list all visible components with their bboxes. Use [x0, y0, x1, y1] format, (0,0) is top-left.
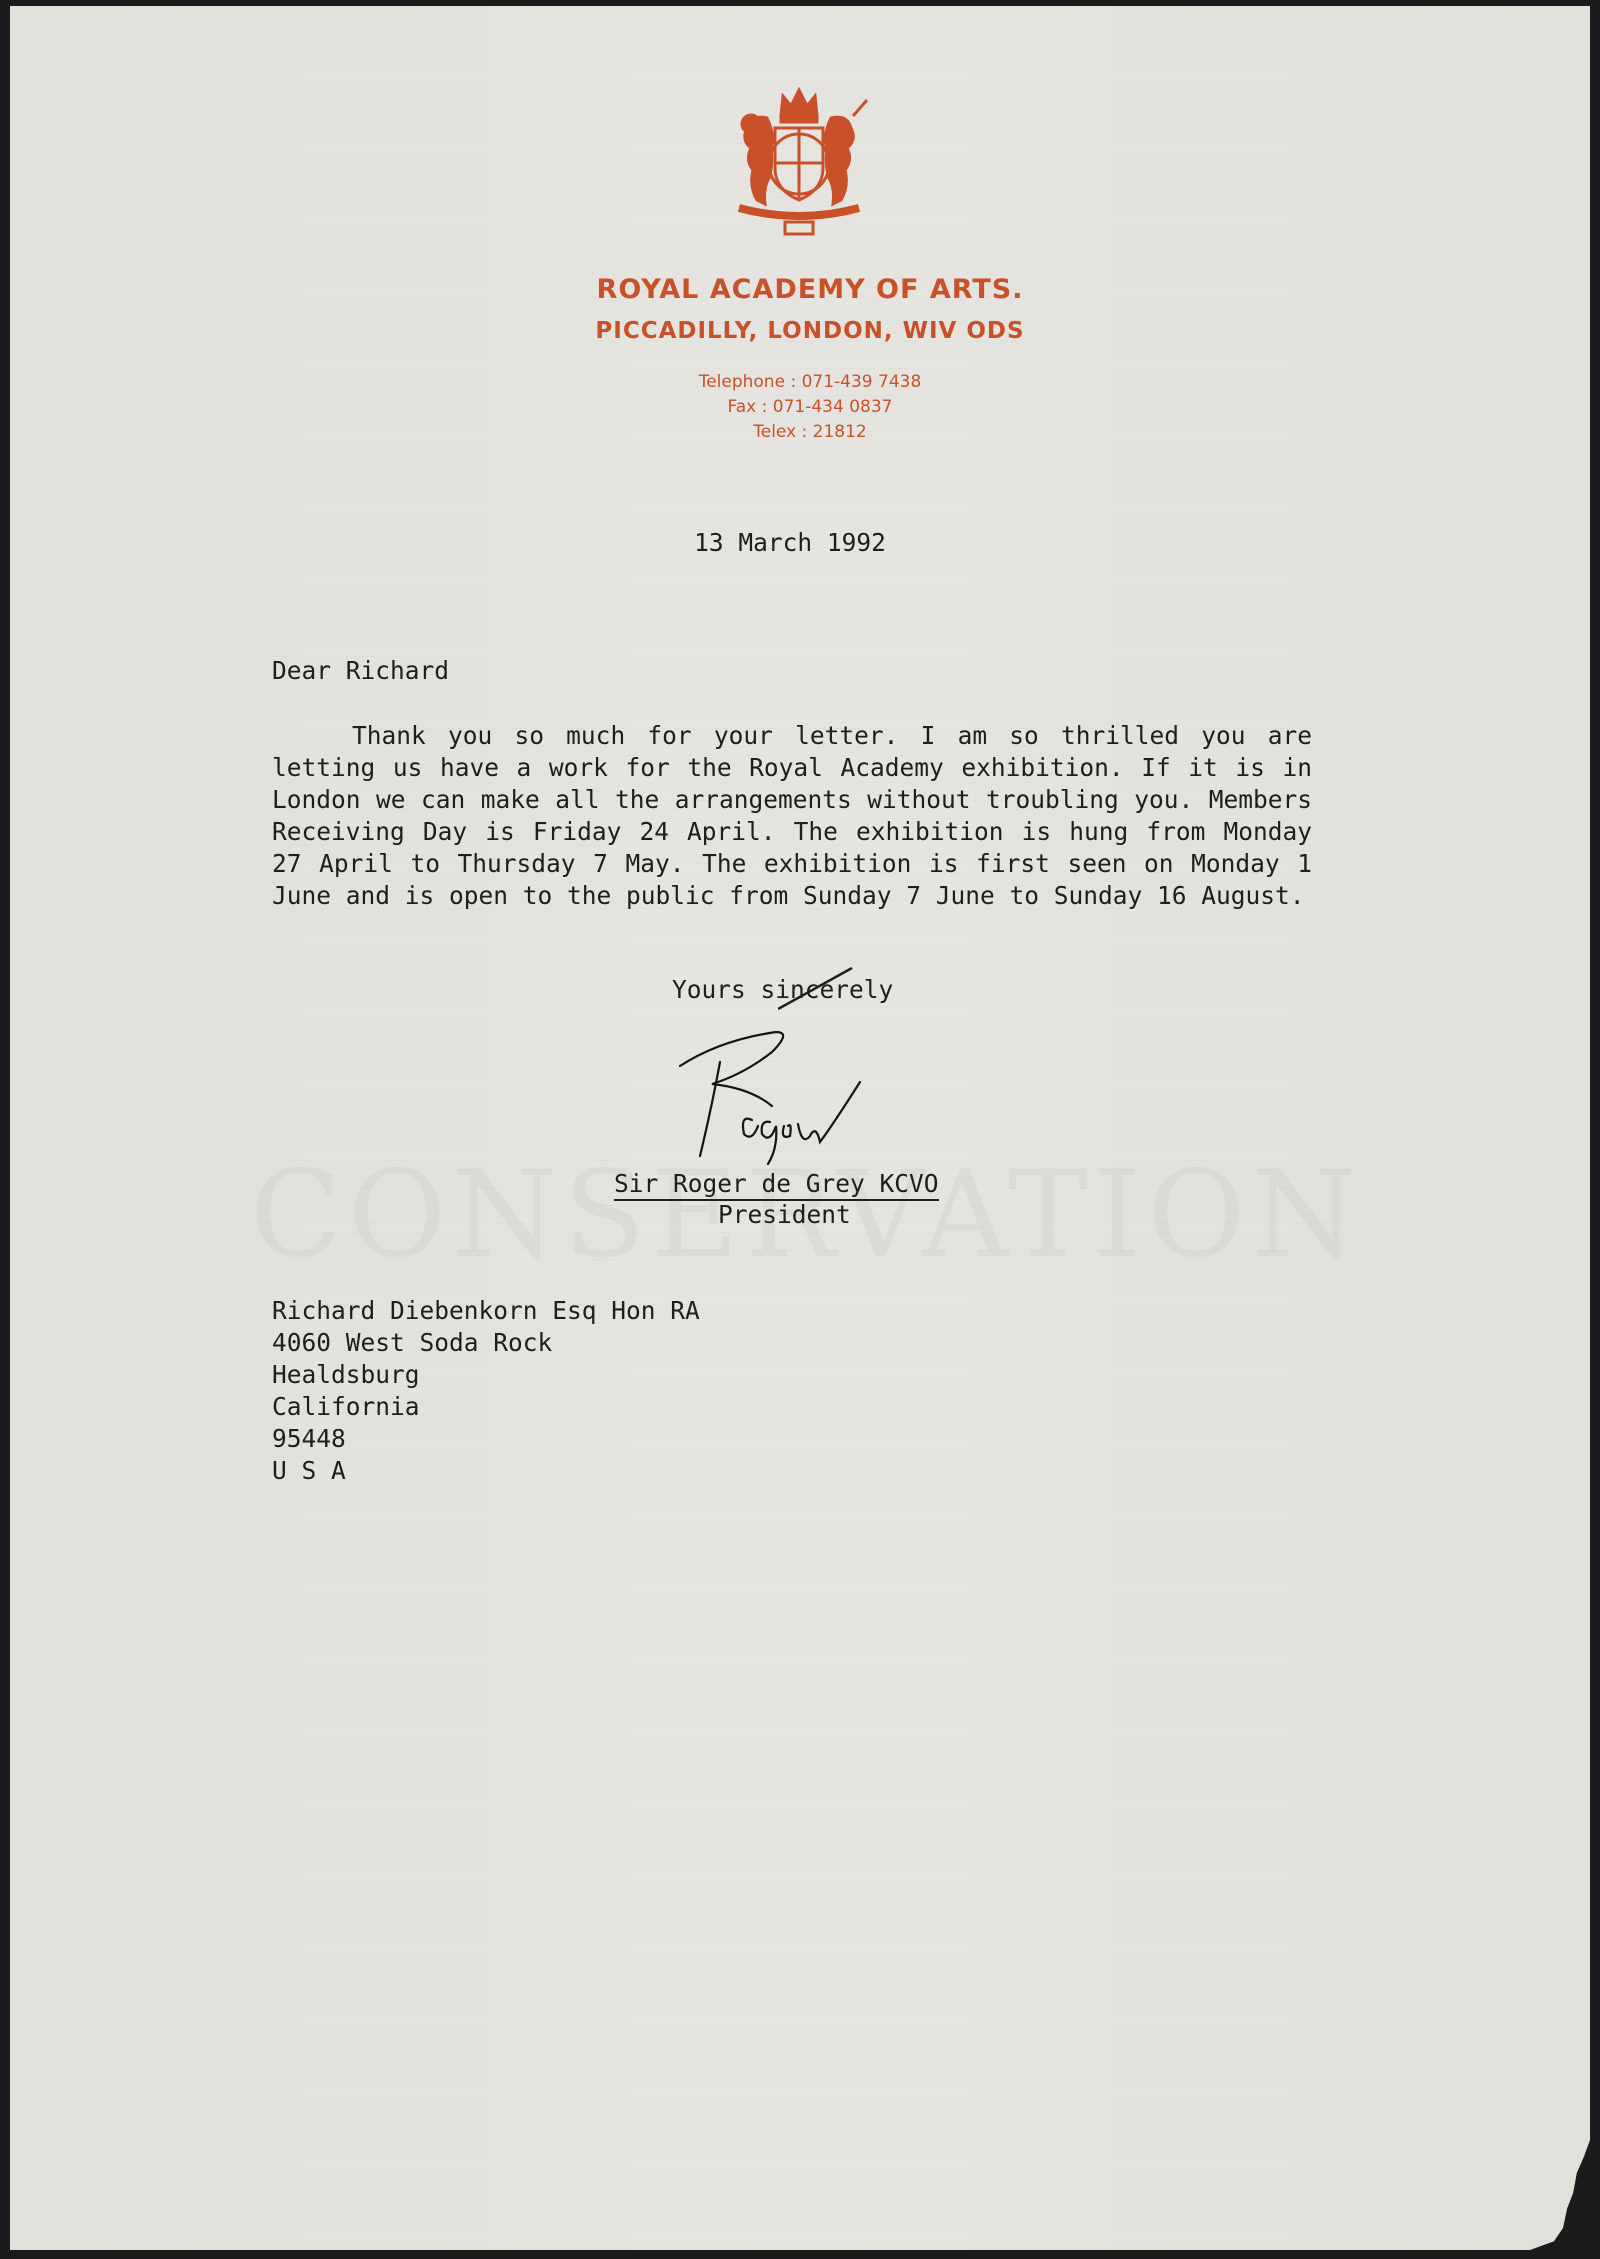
letter-body: Thank you so much for your letter. I am so thrilled you are letting us have a work for the Royal Academy exhibition. If it is in London we can make all the arrangements without troubling you. Members Receiving Day is Friday 24 April. The exhibition is hung from Monday 27 April to Thursday 7 May. The exhibition is first seen on Monday 1 June and is open to the public from Sunday 7 June to Sunday 16 August. [272, 721, 1312, 910]
letter-date: 13 March 1992 [694, 528, 886, 557]
recipient-line: U S A [272, 1456, 346, 1485]
signatory-title: President [718, 1200, 851, 1229]
fax-line: Fax : 071-434 0837 [727, 397, 893, 417]
signatory-name: Sir Roger de Grey KCVO [614, 1169, 939, 1201]
closing-strike-mark [778, 964, 858, 1014]
recipient-line: 95448 [272, 1424, 346, 1453]
telex-line: Telex : 21812 [753, 422, 867, 442]
salutation: Dear Richard [272, 656, 450, 685]
contact-block [10, 370, 1600, 445]
torn-corner [1530, 2140, 1590, 2250]
recipient-line: 4060 West Soda Rock [272, 1328, 553, 1357]
recipient-line: Richard Diebenkorn Esq Hon RA [272, 1296, 700, 1325]
recipient-line: California [272, 1392, 420, 1421]
signature [660, 1026, 890, 1176]
letter-page [10, 6, 1590, 2250]
closing: Yours sincerely [672, 975, 894, 1004]
telephone-line: Telephone : 071-439 7438 [698, 372, 922, 392]
recipient-line: Healdsburg [272, 1360, 420, 1389]
organization-name: ROYAL ACADEMY OF ARTS. [596, 274, 1024, 305]
organization-address: PICCADILLY, LONDON, WIV ODS [595, 318, 1025, 344]
royal-coat-of-arms-icon [711, 78, 887, 238]
